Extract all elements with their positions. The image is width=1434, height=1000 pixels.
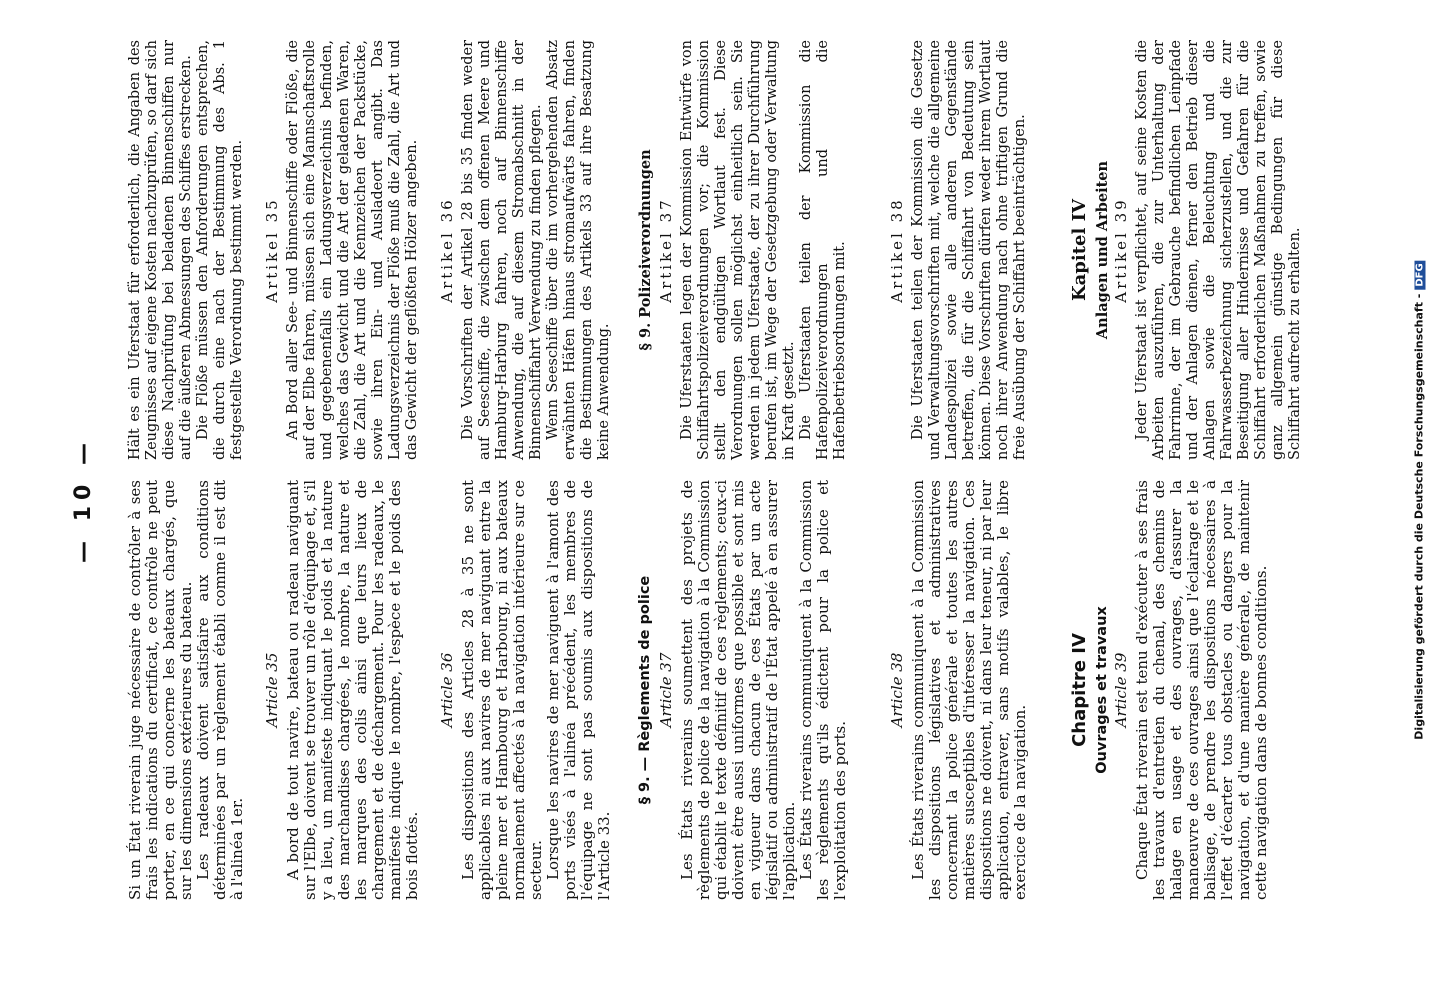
- paragraph: Hält es ein Uferstaat für erforderlich, die Angaben des Zeugnisses auf eigene Kosten nachzuprüfen, so darf sich diese Nachprüfung bei beladenen Binnenschiffen nur auf die äußeren Abmessungen des Schiffes erstrecken.: [127, 40, 194, 460]
- chapter-heading: Kapitel IV: [1069, 199, 1090, 301]
- article-heading: Artikel 39: [1112, 197, 1130, 303]
- paragraph: Jeder Uferstaat ist verpflichtet, auf seine Kosten die Arbeiten auszuführen, die zur Unterhaltung der Fahrrinne, der im Gebrauche befindlichen Leinpfade und der Anlagen dienen, ferner den Betrieb dieser Anlagen sowie die Beleuchtung und die Fahrwasserbezeichnung sicherzustellen, und die zur Beseitigung aller Hindernisse und Gefahren für die Schiffahrt erforderlichen Maßnahmen zu treffen, sowie ganz allgemein günstige Bedingungen für diese Schiffahrt aufrecht zu erhalten.: [1134, 40, 1303, 460]
- paragraph: Les États riverains soumettent des projets de règlements de police de la navigation à la Commission qui établit le texte définitif de ces règlements; ceux-ci doivent être aussi uniformes que possible et sont mis en vigueur dans chacun de ces États par un acte législatif ou administratif de l'État appelé à en assurer l'application.: [678, 480, 798, 900]
- paragraph: Die Uferstaaten teilen der Kommission die Hafenpolizeiverordnungen und die Hafenbetriebsordnungen mit.: [798, 40, 848, 460]
- german-column: [127, 40, 1304, 460]
- paragraph: Wenn Seeschiffe über die im vorhergehenden Absatz erwähnten Häfen hinaus stromaufwärts fahren, finden die Bestimmungen des Artikels 33 auf ihre Besatzung keine Anwendung.: [545, 40, 612, 460]
- paragraph: An Bord aller See- und Binnenschiffe oder Flöße, die auf der Elbe fahren, müssen sich eine Mannschaftsrolle und gegebenenfalls ein Ladungsverzeichnis befinden, welches das Gewicht und die Art der geladenen Waren, die Zahl, die Art und die Kennzeichen der Packstücke, sowie ihren Ein- und Ausladeort angibt. Das Ladungsverzeichnis der Flöße muß die Zahl, die Art und das Gewicht der geflößten Hölzer angeben.: [285, 40, 420, 460]
- article-heading: Artikel 35: [263, 197, 281, 303]
- paragraph: Les États riverains communiquent à la Commission les règlements qu'ils édictent pour la police et l'exploitation des ports.: [797, 480, 849, 900]
- paragraph: Chaque État riverain est tenu d'exécuter à ses frais les travaux d'entretien du chenal, des chemins de halage en usage et des ouvrages, d'assurer la manœuvre de ces ouvrages ainsi que l'éclairage et le balisage, de prendre les dispositions nécessaires à l'effet d'écarter tous obstacles ou dangers pour la navigation, et d'une manière générale, de maintenir cette navigation dans de bonnes conditions.: [1133, 480, 1270, 900]
- article-heading: Article 37: [657, 652, 675, 728]
- paragraph: Les radeaux doivent satisfaire aux conditions déterminées par un règlement établi comme il est dit à l'alinéa 1er.: [194, 480, 246, 900]
- article-heading: Artikel 36: [438, 197, 456, 303]
- paragraph: A bord de tout navire, bateau ou radeau naviguant sur l'Elbe, doivent se trouver un rôle d'équipage et, s'il y a lieu, un manifeste indiquant le poids et la nature des marchandises chargées, le nombre, la nature et les marques des colis ainsi que leurs lieux de chargement et de déchargement. Pour les radeaux, le manifeste indique le nombre, l'espèce et le poids des bois flottés.: [284, 480, 421, 900]
- french-column: [127, 480, 1270, 900]
- paragraph: Die Flöße müssen den Anforderungen entsprechen, die durch eine nach der Bestimmung des Abs. 1 festgestellte Verordnung bestimmt werden.: [195, 40, 245, 460]
- section-heading: § 9. Polizeiverordnungen: [637, 149, 654, 351]
- rotated-page: [37, 20, 1397, 980]
- article-heading: Artikel 38: [888, 197, 906, 303]
- chapter-subtitle: Anlagen und Arbeiten: [1094, 160, 1111, 340]
- paragraph: Die Uferstaaten legen der Kommission Entwürfe von Schiffahrtspolizeiverordnungen vor; die Kommission stellt den endgültigen Wortlaut fest. Diese Verordnungen sollen möglichst einheitlich sein. Sie werden in jedem Uferstaate, der zu ihrer Durchführung berufen ist, im Wege der Gesetzgebung oder Verwaltung in Kraft gesetzt.: [679, 40, 797, 460]
- paragraph: Die Uferstaaten teilen der Kommission die Gesetze und Verwaltungsvorschriften mit, welche die allgemeine Landespolizei sowie alle anderen Gegenstände betreffen, die für die Schiffahrt von Bedeutung sein können. Diese Vorschriften dürfen weder ihrem Wortlaut noch ihrer Anwendung nach ohne triftigen Grund die freie Ausübung der Schiffahrt beeinträchtigen.: [910, 40, 1028, 460]
- paragraph: Les États riverains communiquent à la Commission les dispositions législatives et administratives concernant la police générale et toutes les autres matières susceptibles d'intéresser la navigation. Ces dispositions ne doivent, ni dans leur teneur, ni par leur application, entraver, sans motifs valables, le libre exercice de la navigation.: [909, 480, 1029, 900]
- article-heading: Artikel 37: [657, 197, 675, 303]
- dfg-logo: DFG: [1415, 260, 1426, 289]
- chapter-subtitle: Ouvrages et travaux: [1094, 606, 1110, 774]
- article-heading: Article 35: [263, 652, 281, 728]
- digitization-credit: [1408, 10, 1430, 990]
- section-heading: § 9. — Règlements de police: [637, 575, 653, 805]
- credit-line: [1413, 260, 1426, 739]
- article-heading: Article 36: [438, 652, 456, 728]
- chapter-heading: Chapitre IV: [1069, 633, 1090, 747]
- paragraph: Les dispositions des Articles 28 à 35 ne sont applicables ni aux navires de mer naviguant entre la pleine mer et Hambourg et Harbourg, ni aux bateaux normalement affectés à la navigation intérieure sur ce secteur.: [459, 480, 545, 900]
- paragraph: Die Vorschriften der Artikel 28 bis 35 finden weder auf Seeschiffe, die zwischen dem offenen Meere und Hamburg-Harburg fahren, noch auf Binnenschiffe Anwendung, die auf diesem Stromabschnitt in der Binnenschiffahrt Verwendung zu finden pflegen.: [460, 40, 544, 460]
- page-number: — 10 —: [71, 437, 96, 563]
- article-heading: Article 39: [1112, 652, 1130, 728]
- paragraph: Si un État riverain juge nécessaire de contrôler à ses frais les indications du certificat, ce contrôle ne peut porter, en ce qui concerne les bateaux chargés, que sur les dimensions extérieures du bateau.: [126, 480, 195, 900]
- paragraph: Lorsque les navires de mer naviguent à l'amont des ports visés à l'alinéa précédent, les membres de l'équipage ne sont pas soumis aux dispositions de l'Article 33.: [544, 480, 613, 900]
- article-heading: Article 38: [888, 652, 906, 728]
- credit-text: Digitalisierung gefördert durch die Deutsche Forschungsgemeinschaft -: [1412, 293, 1426, 740]
